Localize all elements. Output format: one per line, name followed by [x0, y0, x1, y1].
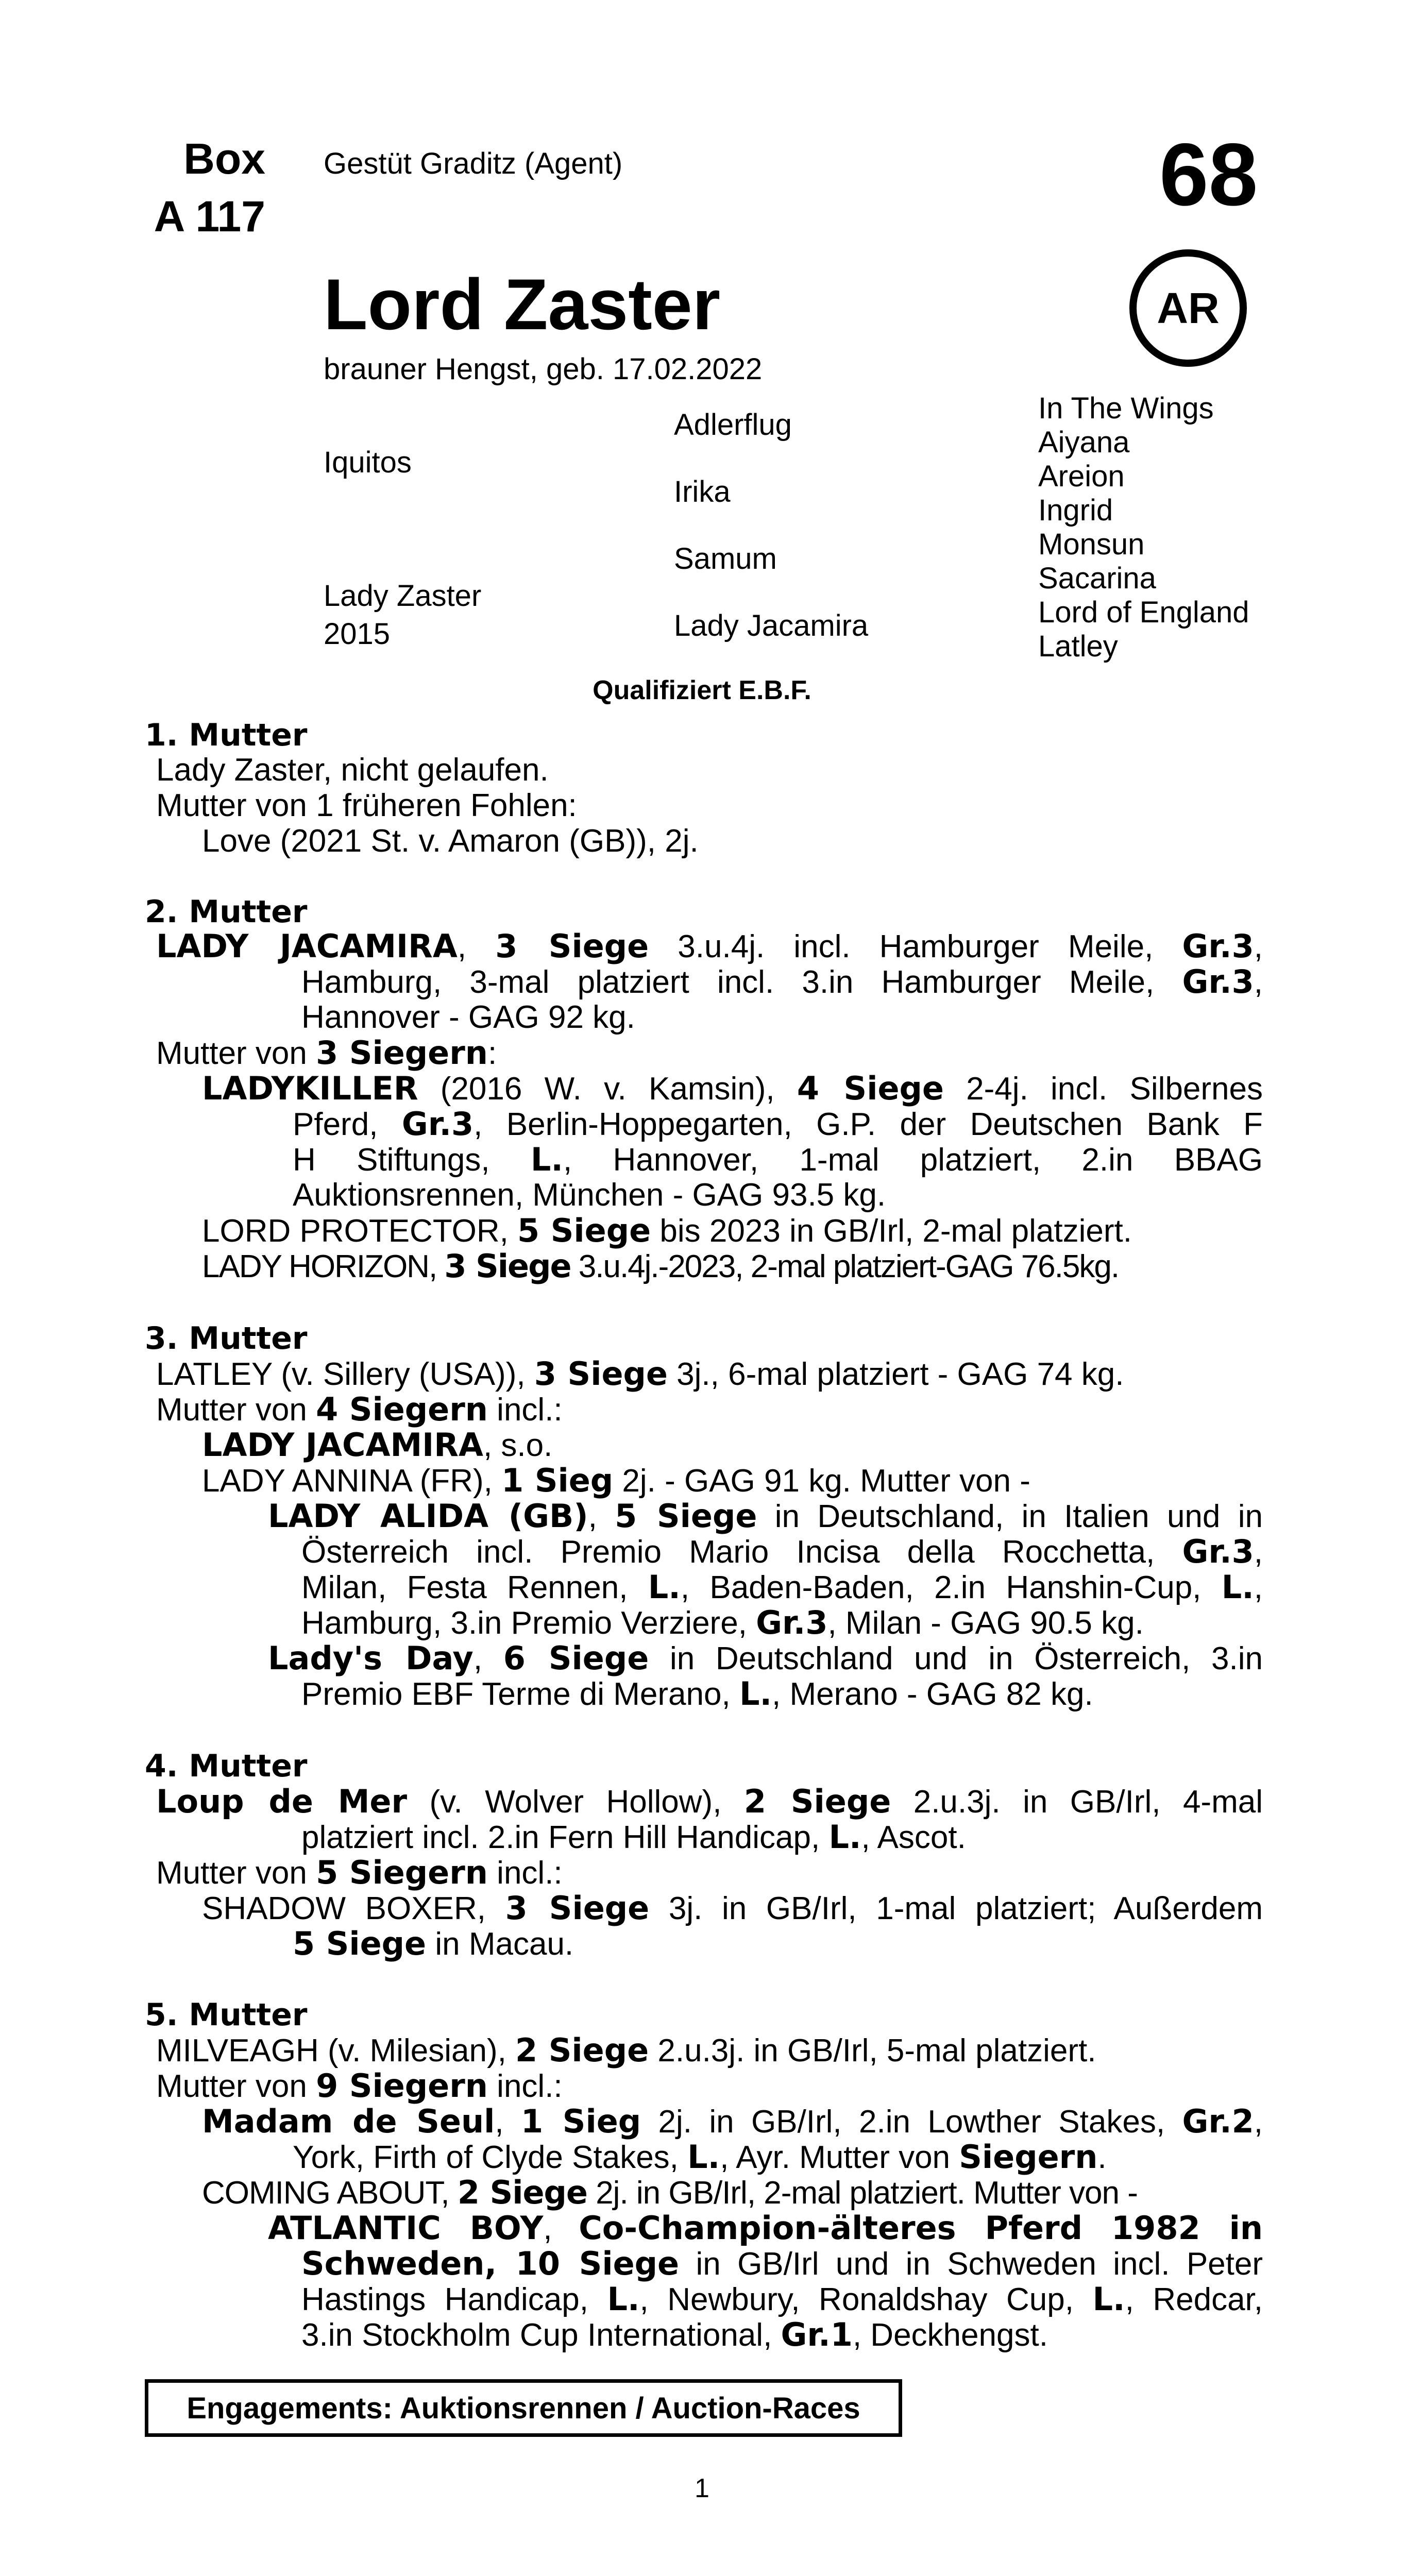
text: 3j. in GB/Irl, 1-mal platziert; Außerdem — [649, 1891, 1263, 1926]
m4-line-1 — [156, 1784, 1263, 1820]
m4-line-5 — [293, 1926, 573, 1962]
wins: 2 Siege — [515, 2031, 649, 2069]
m4-line-4 — [202, 1890, 1263, 1926]
m3-line-2 — [156, 1392, 563, 1428]
wins: 3 Siege — [444, 1247, 571, 1285]
wins: 6 Siege — [503, 1639, 649, 1677]
qualification: Qualifiziert E.B.F. — [593, 675, 811, 705]
box-number: A 117 — [154, 192, 265, 241]
box-label: Box — [183, 134, 265, 183]
breeder-name: Gestüt Graditz (Agent) — [324, 147, 623, 180]
text: , — [457, 929, 496, 964]
m2-line-6 — [293, 1106, 1263, 1142]
m2-line-10 — [202, 1248, 1119, 1284]
text: , Ascot. — [861, 1820, 966, 1855]
grade: Gr.1 — [781, 2316, 853, 2353]
text: incl.: — [487, 2069, 563, 2104]
text: incl.: — [487, 1392, 563, 1428]
section-title-2: 2. Mutter — [145, 894, 308, 930]
m1-line-1: Lady Zaster, nicht gelaufen. — [156, 752, 549, 788]
text: , — [1254, 1570, 1263, 1605]
m3-line-6 — [301, 1534, 1263, 1570]
text: , s.o. — [483, 1428, 553, 1463]
text: H Stiftungs, — [293, 1142, 531, 1178]
text: Premio EBF Terme di Merano, — [301, 1676, 739, 1712]
grade: L. — [687, 2138, 720, 2176]
text: , — [1254, 1534, 1263, 1570]
text: 2j. in GB/Irl, 2.in Lowther Stakes, — [641, 2104, 1182, 2140]
text: 2-4j. incl. Silbernes — [943, 1071, 1263, 1107]
section-title-4: 4. Mutter — [145, 1748, 308, 1784]
text: in Deutschland und in Österreich, 3.in — [649, 1641, 1263, 1676]
m1-line-3: Love (2021 St. v. Amaron (GB)), 2j. — [202, 823, 699, 859]
m3-line-5 — [268, 1498, 1263, 1534]
text: Mutter von — [156, 1036, 316, 1071]
wins: 2 Siege — [743, 1783, 891, 1820]
m3-line-1 — [156, 1356, 1124, 1392]
text: (2016 W. v. Kamsin), — [418, 1071, 797, 1107]
ar-badge-label: AR — [1157, 283, 1220, 332]
text: , Ayr. Mutter von — [720, 2140, 959, 2175]
horse-description: brauner Hengst, geb. 17.02.2022 — [324, 352, 763, 386]
text: LADY HORIZON, — [202, 1249, 445, 1284]
text: 2j. - GAG 91 kg. Mutter von - — [613, 1463, 1030, 1499]
text: 2.u.3j. in GB/Irl, 4-mal — [891, 1784, 1263, 1820]
m2-line-8: Auktionsrennen, München - GAG 93.5 kg. — [293, 1177, 886, 1213]
text: LATLEY (v. Sillery (USA)), — [156, 1357, 534, 1392]
grade: Gr.3 — [1182, 963, 1254, 1001]
text: Hamburg, 3-mal platziert incl. 3.in Hamburger Meile, — [301, 964, 1182, 1000]
pedigree-third-gen-8: Latley — [1038, 630, 1118, 663]
text: 3j., 6-mal platziert - GAG 74 kg. — [667, 1357, 1124, 1392]
horse-ref: ATLANTIC BOY — [268, 2209, 544, 2247]
pedigree-dam-dam: Lady Jacamira — [674, 609, 869, 642]
lot-number: 68 — [1159, 125, 1258, 224]
grade: Gr.3 — [1182, 927, 1254, 965]
wins: 5 Siege — [293, 1925, 427, 1962]
text: , Redcar, — [1125, 2282, 1263, 2317]
grade: L. — [648, 1568, 681, 1606]
m5-line-9 — [301, 2317, 1048, 2353]
text: 3.in Stockholm Cup International, — [301, 2317, 781, 2353]
horse-ref: LADYKILLER — [202, 1070, 418, 1107]
wins: 5 Siege — [517, 1212, 651, 1249]
text: , — [588, 1499, 615, 1534]
pedigree-dam-year: 2015 — [324, 617, 391, 651]
winners: 4 Siegern — [316, 1391, 488, 1428]
text: bis 2023 in GB/Irl, 2-mal platziert. — [651, 1213, 1132, 1249]
wins: 1 Sieg — [520, 2103, 641, 2140]
wins: 4 Siege — [797, 1070, 944, 1107]
text: 2j. in GB/Irl, 2-mal platziert. Mutter von - — [587, 2175, 1138, 2211]
text: York, Firth of Clyde Stakes, — [293, 2140, 688, 2175]
grade: Gr.2 — [1182, 2103, 1254, 2140]
m3-line-7 — [301, 1569, 1263, 1605]
winners: Siegern — [959, 2138, 1098, 2176]
text: (v. Wolver Hollow), — [407, 1784, 744, 1820]
section-title-5: 5. Mutter — [145, 1997, 308, 2033]
m5-line-6 — [268, 2210, 1263, 2246]
grade: Gr.3 — [756, 1604, 828, 1641]
horse-ref: Madam de Seul — [202, 2103, 495, 2140]
grade: L. — [1092, 2280, 1125, 2318]
text: Hastings Handicap, — [301, 2282, 607, 2317]
grade: L. — [607, 2280, 640, 2318]
text: Österreich incl. Premio Mario Incisa della Rocchetta, — [301, 1534, 1182, 1570]
m5-line-8 — [301, 2281, 1263, 2317]
m3-line-8 — [301, 1605, 1144, 1641]
m5-line-3 — [202, 2104, 1263, 2140]
m5-line-5 — [202, 2175, 1138, 2211]
text: , Newbury, Ronaldshay Cup, — [639, 2282, 1093, 2317]
horse-ref: Loup de Mer — [156, 1783, 408, 1820]
wins: 3 Siege — [505, 1889, 650, 1927]
text: . — [1097, 2140, 1107, 2175]
pedigree-third-gen-2: Aiyana — [1038, 426, 1130, 459]
text: , Berlin-Hoppegarten, G.P. der Deutschen Bank F — [473, 1107, 1263, 1142]
section-title-1: 1. Mutter — [145, 717, 308, 753]
wins: 1 Sieg — [501, 1462, 614, 1499]
grade: L. — [739, 1675, 772, 1713]
m2-line-2 — [301, 964, 1263, 1000]
winners: 9 Siegern — [316, 2067, 488, 2105]
pedigree-third-gen-5: Monsun — [1038, 528, 1145, 561]
text: in Deutschland, in Italien und in — [757, 1499, 1263, 1534]
wins: 3 Siege — [495, 927, 649, 965]
m3-line-10 — [301, 1676, 1093, 1712]
text: SHADOW BOXER, — [202, 1891, 505, 1926]
text: , — [473, 1641, 503, 1676]
winners: 5 Siegern — [316, 1854, 488, 1891]
pedigree-dam-sire: Samum — [674, 542, 777, 575]
horse-ref: LADY JACAMIRA — [156, 927, 458, 965]
m3-line-4 — [202, 1463, 1030, 1499]
text: LADY ANNINA (FR), — [202, 1463, 502, 1499]
m4-line-2 — [301, 1819, 966, 1855]
pedigree-sire: Iquitos — [324, 446, 412, 479]
text: in Macau. — [426, 1926, 574, 1962]
horse-name: Lord Zaster — [324, 264, 721, 345]
wins: 5 Siege — [615, 1497, 757, 1535]
text: , Deckhengst. — [852, 2317, 1048, 2353]
text: Mutter von — [156, 1855, 316, 1891]
text: , — [543, 2211, 579, 2246]
text: MILVEAGH (v. Milesian), — [156, 2033, 516, 2069]
wins: 3 Siege — [534, 1355, 668, 1393]
horse-ref: Lady's Day — [268, 1639, 473, 1677]
championship: Co-Champion-älteres Pferd 1982 in — [579, 2209, 1263, 2247]
ar-badge — [1129, 249, 1247, 367]
m5-line-7 — [301, 2246, 1263, 2282]
text: 3.u.4j.-2023, 2-mal platziert-GAG 76.5kg. — [570, 1249, 1119, 1284]
m2-line-3: Hannover - GAG 92 kg. — [301, 999, 635, 1035]
m2-line-5 — [202, 1071, 1263, 1107]
text: , Milan - GAG 90.5 kg. — [827, 1605, 1144, 1641]
text: Mutter von — [156, 2069, 316, 2104]
m2-line-1 — [156, 928, 1263, 964]
horse-ref: LADY ALIDA (GB) — [268, 1497, 588, 1535]
pedigree-third-gen-1: In The Wings — [1038, 392, 1214, 425]
championship: Schweden, — [301, 2245, 516, 2282]
text: incl.: — [487, 1855, 563, 1891]
text: COMING ABOUT, — [202, 2175, 458, 2211]
grade: Gr.3 — [401, 1105, 474, 1143]
text: , Hannover, 1-mal platziert, 2.in BBAG — [563, 1142, 1263, 1178]
text: , Merano - GAG 82 kg. — [772, 1676, 1093, 1712]
m3-line-3 — [202, 1427, 552, 1463]
m2-line-9 — [202, 1213, 1132, 1249]
text: Hamburg, 3.in Premio Verziere, — [301, 1605, 756, 1641]
m3-line-9 — [268, 1640, 1263, 1676]
engagements-label: Engagements: Auktionsrennen / Auction-Races — [187, 2391, 860, 2425]
text: , — [1254, 964, 1263, 1000]
m5-line-1 — [156, 2032, 1096, 2069]
text: , — [495, 2104, 521, 2140]
m2-line-4 — [156, 1035, 497, 1071]
engagements-box — [145, 2379, 902, 2437]
wins: 10 Siege — [515, 2245, 680, 2282]
m1-line-2: Mutter von 1 früheren Fohlen: — [156, 788, 577, 823]
text: : — [487, 1036, 497, 1071]
text: platziert incl. 2.in Fern Hill Handicap, — [301, 1820, 829, 1855]
m4-line-3 — [156, 1855, 563, 1891]
pedigree-third-gen-6: Sacarina — [1038, 562, 1156, 595]
grade: L. — [530, 1141, 563, 1178]
text: LORD PROTECTOR, — [202, 1213, 518, 1249]
page-number: 1 — [695, 2473, 709, 2503]
grade: Gr.3 — [1182, 1533, 1254, 1570]
winners: 3 Siegern — [316, 1034, 488, 1072]
text: in GB/Irl und in Schweden incl. Peter — [679, 2246, 1263, 2282]
section-title-3: 3. Mutter — [145, 1320, 308, 1357]
pedigree-dam: Lady Zaster — [324, 579, 482, 613]
text: , — [1254, 929, 1263, 964]
text: , Baden-Baden, 2.in Hanshin-Cup, — [680, 1570, 1222, 1605]
grade: L. — [1221, 1568, 1254, 1606]
pedigree-sire-sire: Adlerflug — [674, 408, 792, 442]
text: Pferd, — [293, 1107, 402, 1142]
text: 2.u.3j. in GB/Irl, 5-mal platziert. — [649, 2033, 1096, 2069]
pedigree-third-gen-3: Areion — [1038, 460, 1125, 493]
m5-line-2 — [156, 2068, 563, 2104]
m2-line-7 — [293, 1142, 1263, 1178]
text: , — [1254, 2104, 1263, 2140]
pedigree-sire-dam: Irika — [674, 475, 731, 509]
grade: L. — [828, 1818, 861, 1856]
horse-ref: LADY JACAMIRA — [202, 1426, 483, 1464]
pedigree-third-gen-list — [1038, 392, 1249, 664]
text: Mutter von — [156, 1392, 316, 1428]
pedigree-third-gen-4: Ingrid — [1038, 494, 1113, 527]
pedigree-third-gen-7: Lord of England — [1038, 596, 1249, 629]
text: 3.u.4j. incl. Hamburger Meile, — [649, 929, 1182, 964]
wins: 2 Siege — [457, 2174, 587, 2211]
m5-line-4 — [293, 2139, 1107, 2175]
text: Milan, Festa Rennen, — [301, 1570, 648, 1605]
